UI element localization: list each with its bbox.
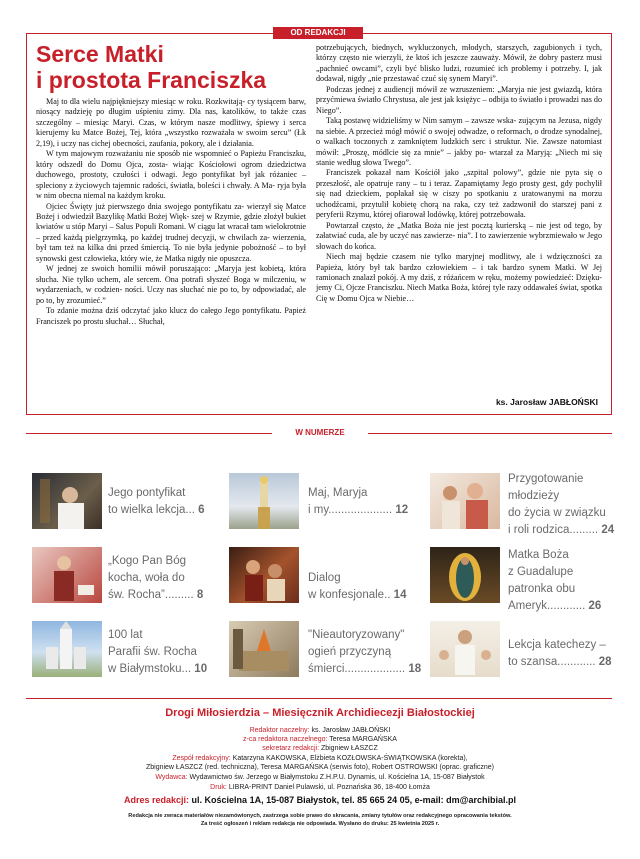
toc-dots: ... xyxy=(185,504,195,516)
address-label: Adres redakcji: xyxy=(124,795,190,805)
toc-line: Parafii św. Rocha xyxy=(108,646,197,658)
toc-thumbnail[interactable] xyxy=(430,473,500,529)
credits-value: LIBRA-PRINT Daniel Pulawski, ul. Poznańska 36, 18-400 Łomża xyxy=(226,784,430,791)
toc-line: Jego pontyfikat xyxy=(108,487,186,499)
credits-label: Redaktor naczelny: xyxy=(249,727,310,734)
title-line-1: Serce Matki xyxy=(36,41,164,67)
confession-painting xyxy=(229,547,299,603)
toc-page: 14 xyxy=(393,589,407,601)
credits-label: z-ca redaktora naczelnego: xyxy=(243,736,328,743)
saint-rock-painting xyxy=(32,547,102,603)
toc-line: i my xyxy=(308,504,329,516)
church-photo xyxy=(32,621,102,677)
toc-thumbnail[interactable] xyxy=(430,621,500,677)
toc-item-1[interactable] xyxy=(108,485,205,519)
jesus-children-image xyxy=(430,621,500,677)
editorial-address xyxy=(0,795,640,805)
toc-page: 10 xyxy=(194,663,208,675)
magazine-title: Drogi Miłosierdzia – Miesięcznik Archidiecezji Białostockiej xyxy=(165,707,475,719)
toc-page: 12 xyxy=(395,504,409,516)
toc-item-3[interactable] xyxy=(508,471,614,539)
credits-label: Zespół redakcyjny: xyxy=(172,755,231,762)
guadalupe-image xyxy=(430,547,500,603)
toc-item-5[interactable] xyxy=(308,570,406,604)
disclaimer-line: Za treść ogłoszeń i reklam redakcja nie odpowiada. Wysłano do druku: 25 kwietnia 2025 r. xyxy=(200,821,440,827)
toc-line: i roli rodzica xyxy=(508,524,570,536)
credits-value: Katarzyna KAKOWSKA, Elżbieta KOZŁOWSKA-ŚWIĄTKOWSKA (korekta), xyxy=(230,755,468,762)
family-photo xyxy=(430,473,500,529)
credits-label: sekretarz redakcji: xyxy=(262,745,320,752)
toc-line: Ameryk xyxy=(508,600,547,612)
toc-page: 6 xyxy=(198,504,205,516)
toc-line: to szansa xyxy=(508,656,558,668)
toc-page: 24 xyxy=(601,524,615,536)
paragraph: W jednej ze swoich homilii mówił poruszająco: „Maryja jest kobietą, która słucha. Nie tylko uchem, ale sercem. Ona potrafi słyszeć Boga w milczeniu, w wydarzeniach, w codzien- ności. Uczy nas słuchać nie po to, by odpowiadać, ale po to, by zrozumieć.” xyxy=(36,264,306,305)
toc-thumbnail[interactable] xyxy=(229,547,299,603)
article-column-right xyxy=(316,43,602,304)
signature-prefix: ks. Jarosław xyxy=(495,397,549,407)
statue-photo xyxy=(229,473,299,529)
credits-label: Druk: xyxy=(210,784,227,791)
toc-thumbnail[interactable] xyxy=(229,621,299,677)
credits-value: Zbigniew ŁASZCZ xyxy=(319,745,378,752)
disclaimer-line: Redakcja nie zwraca materiałów niezamówionych, zastrzega sobie prawo do skracania, zmiany tytułów oraz redakcyjnego opracowania tekstów. xyxy=(128,813,512,819)
toc-line: Dialog xyxy=(308,572,341,584)
paragraph: Ojciec Święty już pierwszego dnia swojego pontyfikatu za- wierzył się Matce Bożej i odwiedził Bazylikę Matki Bożej Więk- szej w Rzymie, gdzie złożył bukiet kwiatów u stóp Maryi – Salus Populi Romani. W ciągu lat wracał tam wielokrotnie – przed każdą pielgrzymką, po każdej trudnej decyzji, w chwilach za- wierzenia, był tam też na kilka dni przed śmiercią. To nie była jedynie pobożność – to był synowski gest człowieka, który wie, że Matka nigdy nie opuszcza. xyxy=(36,201,306,263)
toc-item-9[interactable] xyxy=(508,637,612,671)
toc-line: to wielka lekcja xyxy=(108,504,186,516)
paragraph: To zdanie można dziś odczytać jako klucz do całego Jego pontyfikatu. Papież Franciszek po prostu słuchał… Słuchał, xyxy=(36,306,306,326)
toc-line: św. Rocha” xyxy=(108,589,165,601)
toc-line: Lekcja katechezy – xyxy=(508,639,606,651)
toc-dots: ......... xyxy=(164,589,194,601)
toc-page: 28 xyxy=(598,656,612,668)
toc-thumbnail[interactable] xyxy=(32,621,102,677)
toc-line: z Guadalupe xyxy=(508,566,574,578)
toc-line: „Kogo Pan Bóg xyxy=(108,555,187,567)
toc-thumbnail[interactable] xyxy=(32,473,102,529)
toc-line: 100 lat xyxy=(108,629,143,641)
toc-item-8[interactable] xyxy=(308,627,421,678)
toc-line: patronka obu xyxy=(508,583,576,595)
toc-line: kocha, woła do xyxy=(108,572,185,584)
toc-line: śmierci xyxy=(308,663,345,675)
toc-dots: ............ xyxy=(557,656,596,668)
article-title xyxy=(36,41,266,93)
divider xyxy=(26,698,612,699)
credits-line xyxy=(0,754,640,763)
credits-line xyxy=(0,735,640,744)
toc-line: "Nieautoryzowany" xyxy=(308,629,405,641)
credits-label: Wydawca: xyxy=(155,774,188,781)
toc-item-2[interactable] xyxy=(308,485,408,519)
paragraph: W tym majowym rozważaniu nie sposób nie wspomnieć o Papieżu Franciszku, który odszedł do Domu Ojca, zosta- wiając Kościołowi ogrom dziedzictwa duchowego, prostoty, czułości i odwagi. Jego pontyfikat był jak różaniec – spleciony z życiowych tajemnic radości, światła, boleści i chwały. A Ma- ryja była w nim obecna niemal na każdym kroku. xyxy=(36,149,306,201)
toc-dots: .. xyxy=(384,589,391,601)
toc-line: w Białymstoku xyxy=(108,663,182,675)
toc-page: 8 xyxy=(196,589,204,601)
paragraph: Franciszek pokazał nam Kościół jako „szpital polowy”, gdzie nie pyta się o przeszłość, ale opatruje rany – tu i teraz. Zapamiętamy Jego prosty gest, gdy pochylił się nad dzieckiem, popłakał się w ciszy po spotkaniu z uratowanymi na morzu uchodźcami, przytulił kobietę chorą na raka, czy też zadzwonił do starszej pani z peryferii Rzymu, której ofiarował lodówkę, której potrzebowała. xyxy=(316,168,602,220)
toc-line: ogień przyczyną xyxy=(308,646,392,658)
section-label: OD REDAKCJI xyxy=(273,27,363,39)
toc-dots: ... xyxy=(181,663,192,675)
toc-line: młodzieży xyxy=(508,490,560,502)
signature-name: JABŁOŃSKI xyxy=(548,397,598,407)
toc-item-7[interactable] xyxy=(108,627,207,678)
credits-value: Wydawnictwo św. Jerzego w Białymstoku Z.H.P.U. Dynamis, ul. Kościelna 1A, 15-087 Białystok xyxy=(187,774,485,781)
toc-line: Matka Boża xyxy=(508,549,569,561)
toc-line: w konfesjonale xyxy=(308,589,385,601)
toc-line: Maj, Maryja xyxy=(308,487,368,499)
paragraph: Maj to dla wielu najpiękniejszy miesiąc w roku. Rozkwitają- cy tysiącem barw, niosący nadzieję po długim uśpieniu zimy. Dla nas, katolików, to także czas szczególny – miesiąc Maryi. Czas, w którym nasze modlitwy, śpiewy i serca kierujemy ku Matce Bożej, Tej, która „wszystko rozważała w swoim sercu” (Łk 2,19), i uczy nas cichej obecności, zaufania, pokory, ale i działania. xyxy=(36,97,306,148)
title-line-2: i prostota Franciszka xyxy=(36,67,267,93)
toc-dots: ............ xyxy=(546,600,586,612)
article-column-left xyxy=(36,97,306,327)
toc-dots: .................... xyxy=(328,504,393,516)
toc-page: 18 xyxy=(408,663,422,675)
article-signature xyxy=(316,397,598,407)
toc-item-4[interactable] xyxy=(108,553,203,604)
credits-line xyxy=(0,763,640,772)
fire-altar-image xyxy=(229,621,299,677)
paragraph: Niech maj będzie czasem nie tylko maryjnej modlitwy, ale i wdzięczności za Papieża, który był tak bardzo człowiekiem – i tak bardzo synem Matki. W Jej ramionach znalazł pokój. A my dziś, z różańcem w ręku, możemy powiedzieć: Dzięku- jemy Ci, Ojcze Franciszku. Niech Matka Boża, której tyle razy oddawałeś świat, spotka Cię w Domu Ojca w Niebie… xyxy=(316,252,602,303)
paragraph: Powtarzał często, że „Matka Boża nie jest pocztą kurierską – nie jest od tego, by załatwiać cuda, ale by uczyć nas zawierze- nia”. I to zawierzenie wybrzmiewało w Jego słowach do końca. xyxy=(316,220,602,251)
credits-value: Zbigniew ŁASZCZ (red. techniczna), Teresa MARGAŃSKA (serwis foto), Robert OSTROWSKI (oprac. graficzne) xyxy=(145,764,495,771)
toc-dots: ......... xyxy=(569,524,599,536)
credits-line xyxy=(0,783,640,792)
toc-page: 26 xyxy=(588,600,602,612)
toc-thumbnail[interactable] xyxy=(229,473,299,529)
toc-item-6[interactable] xyxy=(508,547,601,615)
credits-value: ks. Jarosław JABŁOŃSKI xyxy=(309,727,391,734)
toc-line: do życia w związku xyxy=(508,507,606,519)
toc-thumbnail[interactable] xyxy=(32,547,102,603)
paragraph: potrzebujących, biednych, wykluczonych, młodych, starszych, zagubionych i tych, którzy często nie wierzyli, że ktoś ich jeszcze zauważy. Mówił, że dobry pasterz musi „pachnieć owcami”, czyli być blisko ludzi, rozumieć ich problemy i potrzeby. I, jak dodawał, nigdy „nie przestawać czuć się synem Maryi”. xyxy=(316,43,602,84)
credits-value: Teresa MARGAŃSKA xyxy=(327,736,397,743)
paragraph: Podczas jednej z audiencji mówił ze wzruszeniem: „Maryja nie jest gwiazdą, która przyćmiewa światło Chrystusa, ale jest jak księżyc – odbija to światło i prowadzi nas do Niego”. xyxy=(316,84,602,115)
toc-line: Przygotowanie xyxy=(508,473,584,485)
paragraph: Taką postawę widzieliśmy w Nim samym – zawsze wska- zującym na Jezusa, nigdy na siebie. A przecież mógł mówić o swojej odwadze, o reformach, o drodze synodalnej, o walkach toczonych z zamkniętem ludzkich serc i struktur. Nie. Zawsze natomiast mówił: „Proszę, módlcie się za mnie” – jakby po- wtarzał za Maryją: „Niech mi się stanie według słowa Twego”. xyxy=(316,116,602,167)
address-value[interactable]: ul. Kościelna 1A, 15-087 Białystok, tel. 85 665 24 05, e-mail: dm@archibial.pl xyxy=(189,795,516,805)
credits-line xyxy=(0,744,640,753)
credits-line xyxy=(0,726,640,735)
toc-label: W NUMERZE xyxy=(272,427,368,439)
credits-line xyxy=(0,773,640,782)
toc-dots: ................... xyxy=(344,663,406,675)
toc-thumbnail[interactable] xyxy=(430,547,500,603)
pope-photo xyxy=(32,473,102,529)
